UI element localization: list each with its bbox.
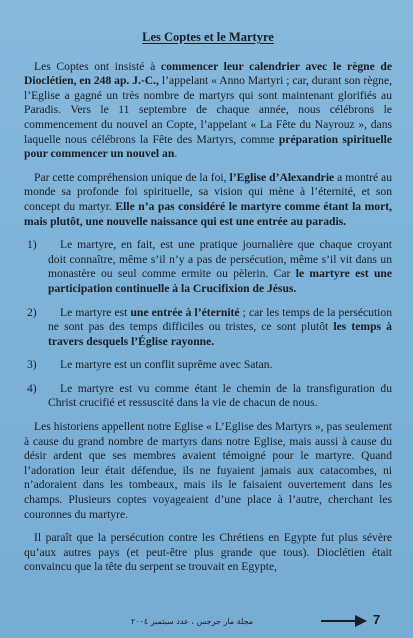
bold-run: Elle n’a pas considéré le martyre comme étant la mort, mais plutôt, une nouvelle naissance qui est une entrée au paradis. [24, 199, 392, 228]
text-run: . [174, 147, 178, 161]
text-run: Les Coptes ont insisté à [34, 59, 161, 73]
text-run: Le martyre est un conflit suprême avec Satan. [60, 358, 273, 372]
text-run: Le martyre est vu comme étant le chemin de la transfiguration du Christ crucifié et ressuscité dans la vie de chacun de nous. [48, 381, 392, 410]
paragraph-3: Les historiens appellent notre Eglise « L’Eglise des Martyrs », pas seulement à cause du grand nombre de martyrs dans notre Eglise, mais aussi à cause du désir ardent que ses membres avaient témoigné pour le martyre. Quand l’adoration leur était défendue, ils ne fuyaient jamais aux catacombes, ni n’adoraient dans les tombeaux, mais ils le faisaient ouvertement dans les champs. Plusieurs coptes voyageaient d’une place à l’autre, cherchant les couronnes du martyre. [24, 420, 392, 521]
paragraph-1 [24, 60, 392, 162]
article [24, 30, 392, 584]
list-item [24, 358, 392, 373]
martyrdom-points-list [24, 238, 392, 411]
list-number: 3) [27, 358, 37, 372]
text-run: ; car les temps de la persécution ne sont pas des temps difficiles ou tristes, ce sont plutôt [48, 305, 392, 334]
paragraph-2 [24, 171, 392, 229]
bold-run: les temps à travers desquels l’Église rayonne. [48, 320, 392, 348]
paragraph-4: Il paraît que la persécution contre les Chrétiens en Egypte fut plus sévère qu’aux autres pays (et peut-être plus grande que tous). Dioclétien était convaincu que la tête du serpent se trouvait en Egypte, [24, 531, 392, 574]
list-number: 4) [27, 381, 37, 395]
text-run: a montré au monde sa profonde foi spirituelle, sa vision qui mène à l’éternité, et son concept du martyr. [24, 170, 392, 213]
list-item [24, 382, 392, 411]
bold-run: commencer leur calendrier avec le règne de Dioclétien, en 248 ap. J.-C., [24, 59, 392, 88]
magazine-reference: مجلة مار جرجس ، عدد سبتمبر ٢٠٠٤ [131, 617, 254, 626]
text-run: Le martyre, en fait, est une pratique journalière que chaque croyant doit connaître, même s’il n’y a pas de persécution, même s’il vit dans un monastère ou seul comme ermite ou pèlerin. Car [48, 238, 392, 281]
text-run: l’appelant « Anno Martyri ; car, durant son règne, l’Eglise a gagné un très nombre de martyrs qui sont maintenant glorifiés au Paradis. Vers le 11 septembre de chaque année, nous célébrons le commencement du nouvel an Copte, l’appelant « La Fête du Nayrouz », dans laquelle nous célébrons la Fête des Martyrs, comme [24, 74, 392, 146]
bold-run: préparation spirituelle pour commencer un nouvel an [24, 132, 392, 161]
bold-run: le martyre est une participation continuelle à la Crucifixion de Jésus. [48, 267, 392, 295]
page-number: 7 [373, 612, 381, 627]
bold-run: l’Eglise d’Alexandrie [229, 170, 335, 184]
list-number: 2) [27, 305, 37, 319]
bold-run: une entrée à l’éternité [130, 305, 240, 319]
article-title: Les Coptes et le Martyre [142, 30, 274, 44]
arrow-right-icon [321, 614, 367, 628]
text-run: Le martyre est [60, 305, 131, 319]
text-run: Par cette compréhension unique de la foi, [34, 170, 230, 184]
list-item [24, 306, 392, 350]
page-footer [0, 612, 413, 636]
list-item [24, 238, 392, 296]
list-number: 1) [27, 238, 37, 252]
